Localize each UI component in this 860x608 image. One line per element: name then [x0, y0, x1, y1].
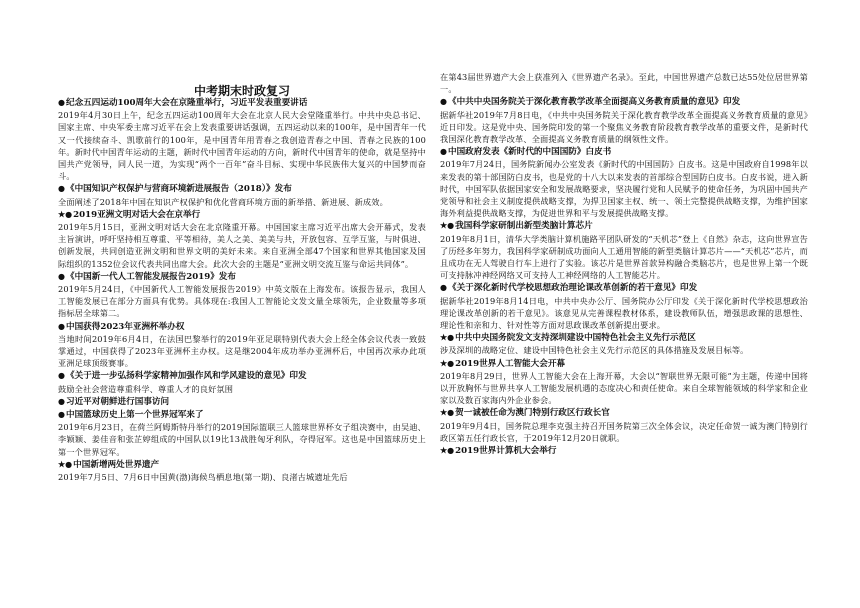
news-headline — [58, 96, 426, 109]
news-headline — [58, 369, 426, 382]
headline-text: 中共中央国务院发文支持深圳建设中国特色社会主义先行示范区 — [455, 333, 696, 344]
news-headline — [58, 408, 426, 421]
bullet-icon: ● — [58, 270, 65, 281]
news-body: 2019年7月5日、7月6日中国黄(渤)海候鸟栖息地(第一期)、良渚古城遗址先后 — [58, 472, 348, 483]
headline-text: 2019亚洲文明对话大会在京举行 — [73, 209, 201, 220]
headline-text: 《中共中央国务院关于深化教育教学改革全面提高义务教育质量的意见》印发 — [447, 97, 741, 108]
news-headline — [58, 458, 426, 471]
news-item — [440, 331, 808, 356]
bullet-icon: ● — [58, 370, 65, 381]
headline-text: 《关于进一步弘扬科学家精神加强作风和学风建设的意见》印发 — [65, 371, 307, 382]
headline-text: 《中国知识产权保护与营商环境新进展报告（2018）》发布 — [65, 184, 292, 195]
headline-text: 习近平对朝鲜进行国事访问 — [65, 396, 170, 407]
bullet-icon: ● — [58, 409, 65, 420]
news-item — [58, 395, 426, 408]
news-headline — [440, 145, 808, 158]
news-body: 涉及深圳的战略定位、建设中国特色社会主义先行示范区的具体措施及发展目标等。 — [440, 345, 749, 356]
news-body: 2019年8月29日，世界人工智能大会在上海开幕，大会以“智联世界无限可能”为主题，传递中国将以开放胸怀与世界共享人工智能发展机遇的态度决心和责任使命。来自全球智能领域的科学家和企业家以及数百家海内外企业参会。 — [440, 370, 808, 406]
news-item — [440, 444, 808, 457]
headline-text: 中国篮球历史上第一个世界冠军来了 — [65, 410, 204, 421]
news-body: 在第43届世界遗产大会上获准列入《世界遗产名录》。至此，中国世界遗产总数已达55处位居世界第一。 — [440, 72, 808, 95]
headline-text: 我国科学家研制出新型类脑计算芯片 — [455, 221, 593, 232]
news-item — [440, 281, 808, 331]
news-item — [440, 357, 808, 407]
news-body: 据新华社2019年8月14日电，中共中央办公厅、国务院办公厅印发《关于深化新时代学校思想政治理论课改革创新的若干意见》。该意见从完善课程教材体系，建设教师队伍，增强思政课的思想性、理论性和亲和力、针对性等方面对思政课改革创新提出要求。 — [440, 295, 808, 331]
headline-text: 中国获得2023年亚洲杯举办权 — [65, 321, 185, 332]
news-item — [58, 320, 426, 370]
bullet-icon: ● — [58, 395, 65, 406]
left-column-content — [58, 96, 426, 483]
news-item — [440, 145, 808, 219]
bullet-icon: ★● — [58, 458, 73, 469]
bullet-icon: ● — [440, 282, 447, 293]
headline-text: 《关于深化新时代学校思想政治理论课改革创新的若干意见》印发 — [447, 283, 698, 294]
news-item — [58, 208, 426, 270]
bullet-icon: ★● — [440, 445, 455, 456]
right-column — [440, 71, 808, 457]
news-body: 当地时间2019年6月4日，在法国巴黎举行的2019年亚足联特别代表大会上经全体会议代表一致鼓掌通过，中国获得了2023年亚洲杯主办权。这是继2004年成功举办亚洲杯后，中国再次承办此项亚洲足球顶级赛事。 — [58, 333, 426, 369]
news-item — [58, 369, 426, 394]
bullet-icon: ★● — [440, 220, 455, 231]
news-body: 据新华社2019年7月8日电，《中共中央国务院关于深化教育教学改革全面提高义务教育质量的意见》近日印发。这是党中央、国务院印发的第一个聚焦义务教育阶段教育教学改革的重要文件，是新时代我国深化教育教学改革、全面提高义务教育质量的纲领性文件。 — [440, 109, 808, 145]
news-item — [440, 95, 808, 145]
news-body: 2019年7月24日，国务院新闻办公室发表《新时代的中国国防》白皮书。这是中国政府自1998年以来发表的第十部国防白皮书，也是党的十八大以来发表的首部综合型国防白皮书。白皮书说，进入新时代，中国军队依据国家安全和发展战略要求，坚决履行党和人民赋予的使命任务，为巩固中国共产党领导和社会主义制度提供战略支撑，为捍卫国家主权、统一、领土完整提供战略支撑，为维护国家海外利益提供战略支撑，为促进世界和平与发展提供战略支撑。 — [440, 159, 808, 219]
right-column-content — [440, 71, 808, 457]
news-body: 全面阐述了2018年中国在知识产权保护和优化营商环境方面的新举措、新进展、新成效。 — [58, 196, 388, 207]
news-item — [440, 406, 808, 444]
news-item — [58, 458, 426, 483]
headline-text: 中国政府发表《新时代的中国国防》白皮书 — [447, 147, 612, 158]
news-body: 2019年9月4日，国务院总理李克强主持召开国务院第三次全体会议，决定任命贺一诚为澳门特别行政区第五任行政长官，于2019年12月20日就职。 — [440, 420, 808, 443]
bullet-icon: ● — [440, 146, 447, 157]
news-item — [440, 71, 808, 95]
headline-text: 中国新增两处世界遗产 — [73, 459, 160, 470]
news-body: 2019年6月23日，在荷兰阿姆斯特丹举行的2019国际篮联三人篮球世界杯女子组决赛中，由吴迪、李颖颖、姜佳音和张芷婷组成的中国队以19比13战胜匈牙利队，夺得冠军。这也是中国篮球历史上第一个世界冠军。 — [58, 422, 426, 457]
news-item — [58, 408, 426, 458]
news-headline — [440, 444, 808, 457]
news-headline — [58, 320, 426, 333]
news-item — [58, 96, 426, 182]
news-headline — [440, 406, 808, 419]
news-item — [58, 270, 426, 320]
news-body: 2019年4月30日上午，纪念五四运动100周年大会在北京人民大会堂隆重举行。中共中央总书记、国家主席、中央军委主席习近平在会上发表重要讲话强调，五四运动以来的100年，是中国青年一代又一代接续奋斗、凯歌前行的100年，是中国青年用青春之我创造青春之中国、青春之民族的100年。新时代中国青年运动的主题，新时代中国青年运动的方向，新时代中国青年的使命，就是坚持中国共产党领导，同人民一道，为实现“两个一百年”奋斗目标、实现中华民族伟大复兴的中国梦而奋斗。 — [58, 110, 426, 182]
news-headline — [58, 208, 426, 221]
news-headline — [58, 395, 426, 408]
news-headline — [440, 357, 808, 370]
left-column — [58, 72, 426, 483]
news-item — [440, 219, 808, 281]
headline-text: 纪念五四运动100周年大会在京隆重举行，习近平发表重要讲话 — [65, 98, 308, 108]
bullet-icon: ★● — [440, 332, 455, 343]
news-body: 2019年8月1日，清华大学类脑计算机施路平团队研发的“天机芯”登上《自然》杂志，这向世界宣告了历经多年努力，我国科学家研制成功面向人工通用智能的新型类脑计算芯片——“天机芯”芯片，而且成功在无人驾驶自行车上进行了实验。该芯片是世界首款异构融合类脑芯片，也是世界上第一个既可支持脉冲神经网络又可支持人工神经网络的人工智能芯片。 — [440, 233, 808, 281]
bullet-icon: ★● — [440, 407, 455, 418]
news-headline — [440, 95, 808, 108]
headline-text: 贺一诚被任命为澳门特别行政区行政长官 — [455, 408, 610, 419]
news-body: 2019年5月24日，《中国新代人工智能发展报告2019》中英文版在上海发布。该报告显示，我国人工智能发展已在部分方面具有优势。具体现在:我国人工智能论文发文量全球领先，企业数量等多项指标居全球第二。 — [58, 284, 426, 319]
news-headline — [440, 281, 808, 294]
headline-text: 2019世界人工智能大会开幕 — [455, 358, 566, 369]
news-body: 2019年5月15日，亚洲文明对话大会在北京隆重开幕。中国国家主席习近平出席大会开幕式，发表主旨演讲，呼吁坚持相互尊重、平等相待，美人之美、美美与共，开放包容、互学互鉴，与时俱进、创新发展，共同创造亚洲文明和世界文明的美好未来。来自亚洲全部47个国家和世界其他国家及国际组织的1352位会议代表共同出席大会。此次大会的主题是“亚洲文明交流互鉴与命运共同体”。 — [58, 222, 426, 269]
bullet-icon: ★● — [58, 208, 73, 219]
news-body: 鼓励全社会营造尊重科学、尊重人才的良好氛围 — [58, 383, 234, 394]
bullet-icon: ● — [58, 97, 65, 107]
news-headline — [440, 219, 808, 232]
news-item — [58, 182, 426, 207]
bullet-icon: ★● — [440, 357, 455, 368]
bullet-icon: ● — [440, 96, 447, 107]
news-headline — [58, 270, 426, 283]
headline-text: 《中国新一代人工智能发展报告2019》发布 — [65, 271, 236, 282]
bullet-icon: ● — [58, 320, 65, 331]
news-headline — [440, 331, 808, 344]
bullet-icon: ● — [58, 183, 65, 194]
news-headline — [58, 182, 426, 195]
headline-text: 2019世界计算机大会举行 — [455, 446, 557, 457]
page-title: 中考期末时政复习 — [193, 84, 290, 98]
